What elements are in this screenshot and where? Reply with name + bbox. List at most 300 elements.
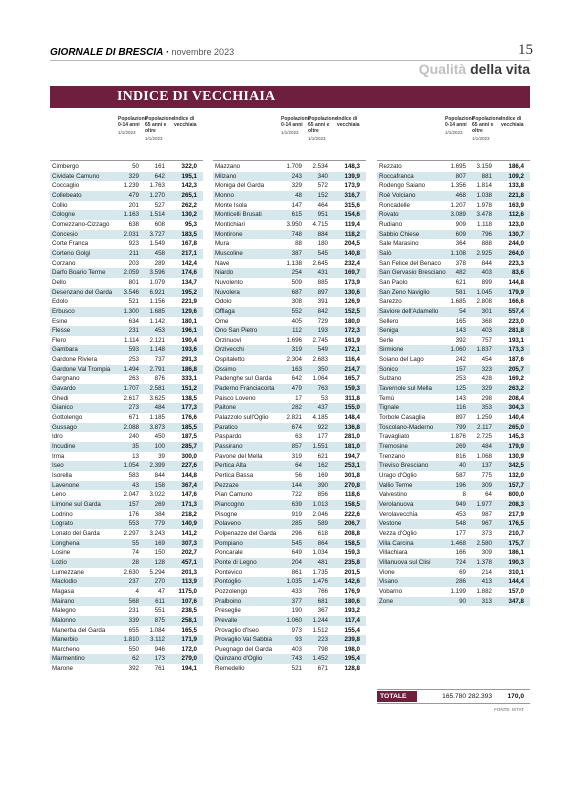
index-value: 130,6 xyxy=(344,288,360,296)
table-row xyxy=(213,162,366,172)
pop-0-14-value: 253 xyxy=(455,375,466,383)
index-value: 208,4 xyxy=(508,394,524,402)
index-value: 253,1 xyxy=(344,462,360,470)
index-value: 167,8 xyxy=(181,240,197,248)
pop-0-14-value: 285 xyxy=(291,520,302,528)
table-row xyxy=(50,394,203,404)
table-row xyxy=(213,345,366,355)
index-value: 158,5 xyxy=(344,500,360,508)
index-value: 223,3 xyxy=(508,259,524,267)
town-name: Vione xyxy=(379,568,395,576)
town-name: Soiano del Lago xyxy=(379,356,424,364)
pop-0-14-value: 13 xyxy=(132,452,139,460)
total-pop-0-14: 165.780 xyxy=(442,693,466,700)
pop-0-14-value: 2.297 xyxy=(123,529,139,537)
pop-0-14-value: 231 xyxy=(128,607,139,615)
index-value: 196,1 xyxy=(181,327,197,335)
index-value: 134,7 xyxy=(181,278,197,286)
pop-65-value: 3.478 xyxy=(476,211,492,219)
index-value: 210,7 xyxy=(508,529,524,537)
pop-0-14-value: 1.695 xyxy=(450,163,466,170)
table-row xyxy=(50,220,203,230)
pop-65-value: 2.645 xyxy=(312,259,328,267)
header-pop-0-14-label: Popolazione 0-14 anni xyxy=(445,116,475,128)
pop-0-14-value: 157 xyxy=(455,365,466,373)
index-value: 147,6 xyxy=(181,491,197,499)
pop-0-14-value: 743 xyxy=(291,655,302,663)
table-row xyxy=(213,471,366,481)
pop-65-value: 2.808 xyxy=(476,298,492,306)
town-name: Idro xyxy=(52,433,63,441)
pop-0-14-value: 1.163 xyxy=(123,211,139,219)
town-name: Tignale xyxy=(379,404,400,412)
table-row xyxy=(213,654,366,664)
pop-65-value: 289 xyxy=(154,259,165,267)
pop-0-14-value: 587 xyxy=(455,472,466,479)
table-row xyxy=(50,336,203,346)
pop-0-14-value: 63 xyxy=(295,433,302,441)
town-name: Incudine xyxy=(52,443,76,451)
town-name: Visano xyxy=(379,578,398,586)
pop-0-14-value: 909 xyxy=(455,220,466,228)
pop-65-value: 367 xyxy=(317,607,328,615)
table-row xyxy=(50,191,203,201)
index-value: 130,9 xyxy=(508,452,524,460)
table-row xyxy=(50,654,203,664)
index-value: 557,4 xyxy=(508,307,524,315)
pop-65-value: 162 xyxy=(317,462,328,470)
index-value: 1175,0 xyxy=(178,587,197,595)
index-value: 315,6 xyxy=(344,201,360,209)
pop-65-value: 384 xyxy=(154,510,165,518)
town-name: Orzivecchi xyxy=(215,346,244,354)
town-name: San Zeno Naviglio xyxy=(379,288,430,296)
pop-65-value: 1.148 xyxy=(149,346,165,354)
pop-65-value: 47 xyxy=(158,587,165,595)
table-row xyxy=(377,413,530,423)
header-pop-0-14 xyxy=(445,116,475,136)
pop-65-value: 922 xyxy=(317,423,328,431)
index-value: 218,2 xyxy=(181,510,197,518)
table-row xyxy=(50,423,203,433)
index-value: 128,8 xyxy=(344,665,360,673)
town-name: Polaveno xyxy=(215,520,241,528)
table-row xyxy=(213,297,366,307)
pop-65-value: 757 xyxy=(481,336,492,344)
table-row xyxy=(50,230,203,240)
header-index-label: Indice di vecchiaia xyxy=(337,116,360,128)
pop-65-value: 527 xyxy=(154,201,165,209)
pop-0-14-value: 1.060 xyxy=(286,616,302,624)
table-row xyxy=(377,288,530,298)
town-name: Corzano xyxy=(52,259,76,267)
pop-0-14-value: 674 xyxy=(291,423,302,431)
pop-65-value: 454 xyxy=(481,356,492,364)
pop-0-14-value: 74 xyxy=(132,549,139,557)
pop-65-value: 642 xyxy=(154,172,165,180)
pop-65-value: 864 xyxy=(317,539,328,547)
town-name: Sellero xyxy=(379,317,399,325)
index-value: 163,9 xyxy=(508,201,524,209)
index-value: 307,3 xyxy=(181,539,197,547)
pop-0-14-value: 583 xyxy=(128,472,139,479)
index-value: 208,3 xyxy=(508,500,524,508)
table-row xyxy=(213,307,366,317)
town-name: Cologne xyxy=(52,211,76,219)
index-value: 180,0 xyxy=(344,317,360,325)
table-row xyxy=(213,539,366,549)
column-header xyxy=(377,112,530,159)
pop-0-14-value: 69 xyxy=(459,568,466,576)
table-row xyxy=(213,191,366,201)
table-row xyxy=(50,374,203,384)
index-value: 118,6 xyxy=(344,491,360,499)
table-row xyxy=(213,442,366,452)
table-row xyxy=(213,239,366,249)
table-row xyxy=(50,162,203,172)
pop-0-14-value: 48 xyxy=(295,191,302,199)
pop-0-14-value: 319 xyxy=(291,346,302,354)
index-value: 165,5 xyxy=(181,626,197,634)
pop-65-value: 390 xyxy=(317,481,328,489)
pop-65-value: 53 xyxy=(321,394,328,402)
pop-0-14-value: 56 xyxy=(295,472,302,479)
pop-0-14-value: 550 xyxy=(128,645,139,653)
pop-65-value: 1.013 xyxy=(312,500,328,508)
pop-65-value: 309 xyxy=(481,481,492,489)
pop-65-value: 3.243 xyxy=(149,529,165,537)
pop-65-value: 2.121 xyxy=(149,336,165,344)
index-value: 175,7 xyxy=(508,539,524,547)
pop-65-value: 437 xyxy=(317,404,328,412)
pop-0-14-value: 2.059 xyxy=(123,269,139,277)
town-name: Pian Camuno xyxy=(215,491,253,499)
index-value: 130,7 xyxy=(508,230,524,238)
town-name: Comezzano-Cizzago xyxy=(52,220,110,228)
pop-65-value: 3.022 xyxy=(149,491,165,499)
pop-65-value: 884 xyxy=(317,230,328,238)
pop-0-14-value: 40 xyxy=(459,462,466,470)
pop-0-14-value: 143 xyxy=(455,327,466,335)
table-row xyxy=(377,597,530,607)
table-row xyxy=(377,452,530,462)
table-row xyxy=(377,345,530,355)
pop-65-value: 1.685 xyxy=(149,307,165,315)
pop-65-value: 484 xyxy=(481,443,492,451)
pop-0-14-value: 545 xyxy=(291,539,302,547)
pop-65-value: 373 xyxy=(481,529,492,537)
town-name: San Felice del Benaco xyxy=(379,259,441,267)
index-value: 112,6 xyxy=(508,211,524,219)
column-header-rule xyxy=(213,160,366,161)
pop-65-value: 161 xyxy=(154,163,165,170)
index-value: 155,0 xyxy=(344,404,360,412)
pop-0-14-value: 807 xyxy=(455,172,466,180)
pop-0-14-value: 638 xyxy=(128,220,139,228)
index-value: 186,8 xyxy=(181,365,197,373)
index-value: 190,4 xyxy=(181,336,197,344)
table-row xyxy=(377,539,530,549)
town-name: Salò xyxy=(379,249,392,257)
table-row xyxy=(377,230,530,240)
table-row xyxy=(377,384,530,394)
index-value: 142,6 xyxy=(344,578,360,586)
town-name: Padenghe sul Garda xyxy=(215,375,272,383)
pop-0-14-value: 387 xyxy=(291,249,302,257)
pop-65-value: 888 xyxy=(481,240,492,248)
pop-0-14-value: 468 xyxy=(455,191,466,199)
town-name: Rudiano xyxy=(379,220,403,228)
pop-0-14-value: 1.300 xyxy=(123,307,139,315)
town-name: Seniga xyxy=(379,327,399,335)
pop-65-value: 1.549 xyxy=(149,240,165,248)
table-row xyxy=(50,664,203,674)
pop-0-14-value: 329 xyxy=(291,182,302,190)
pop-0-14-value: 64 xyxy=(295,462,302,470)
pop-65-value: 323 xyxy=(481,365,492,373)
town-name: Gavardo xyxy=(52,385,76,393)
town-name: Vezza d'Oglio xyxy=(379,529,417,537)
table-row xyxy=(377,394,530,404)
town-name: Sonico xyxy=(379,365,398,373)
pop-65-value: 180 xyxy=(317,240,328,248)
pop-0-14-value: 125 xyxy=(455,385,466,393)
town-name: Provaglio d'Iseo xyxy=(215,626,259,634)
index-value: 300,0 xyxy=(181,452,197,460)
pop-0-14-value: 1.709 xyxy=(286,163,302,170)
column-header xyxy=(50,112,203,159)
table-row xyxy=(213,587,366,597)
pop-0-14-value: 1.707 xyxy=(123,385,139,393)
town-name: Isorella xyxy=(52,472,72,479)
town-name: Corteno Golgi xyxy=(52,249,91,257)
town-name: Collebeato xyxy=(52,191,82,199)
town-name: Ossimo xyxy=(215,365,236,373)
pop-65-value: 403 xyxy=(481,269,492,277)
pop-0-14-value: 28 xyxy=(132,558,139,566)
index-value: 173,9 xyxy=(344,182,360,190)
pop-0-14-value: 2.031 xyxy=(123,230,139,238)
pop-0-14-value: 548 xyxy=(455,520,466,528)
header-pop-0-14-label: Popolazione 0-14 anni xyxy=(118,116,148,128)
table-row xyxy=(377,210,530,220)
table-row xyxy=(50,510,203,520)
index-value: 322,0 xyxy=(181,163,197,170)
table-rows xyxy=(50,162,203,674)
table-row xyxy=(50,278,203,288)
pop-0-14-value: 147 xyxy=(291,201,302,209)
town-name: Treviso Bresciano xyxy=(379,462,429,470)
table-row xyxy=(213,403,366,413)
town-name: Saviore dell'Adamello xyxy=(379,307,439,315)
index-value: 193,1 xyxy=(508,336,524,344)
pop-0-14-value: 799 xyxy=(455,423,466,431)
table-row xyxy=(213,423,366,433)
table-row xyxy=(213,606,366,616)
index-value: 185,5 xyxy=(181,423,197,431)
table-row xyxy=(213,510,366,520)
pop-65-value: 152 xyxy=(317,191,328,199)
index-value: 140,9 xyxy=(181,520,197,528)
pop-65-value: 1.977 xyxy=(476,500,492,508)
pop-0-14-value: 593 xyxy=(128,346,139,354)
town-name: Serle xyxy=(379,336,394,344)
pop-0-14-value: 1.356 xyxy=(450,182,466,190)
town-name: Gardone Riviera xyxy=(52,356,98,364)
pop-65-value: 987 xyxy=(481,510,492,518)
pop-65-value: 450 xyxy=(154,433,165,441)
town-name: Pertica Alta xyxy=(215,462,247,470)
header-index xyxy=(501,116,531,128)
pop-65-value: 766 xyxy=(317,587,328,595)
table-row xyxy=(377,239,530,249)
pop-65-value: 2.725 xyxy=(476,433,492,441)
table-row xyxy=(377,220,530,230)
pop-0-14-value: 378 xyxy=(455,259,466,267)
pop-65-value: 1.038 xyxy=(476,191,492,199)
table-row xyxy=(213,645,366,655)
town-name: Tremosine xyxy=(379,443,408,451)
pop-0-14-value: 165 xyxy=(455,317,466,325)
table-row xyxy=(50,413,203,423)
town-name: Pertica Bassa xyxy=(215,472,254,479)
table-row xyxy=(213,326,366,336)
table-row xyxy=(50,529,203,539)
pop-65-value: 2.580 xyxy=(476,539,492,547)
table-row xyxy=(213,548,366,558)
header-index xyxy=(337,116,367,128)
pop-65-value: 298 xyxy=(481,394,492,402)
index-value: 221,8 xyxy=(508,191,524,199)
table-row xyxy=(50,249,203,259)
header-separator: · xyxy=(165,47,169,57)
town-name: Passirano xyxy=(215,443,243,451)
pop-0-14-value: 35 xyxy=(132,443,139,451)
pop-65-value: 875 xyxy=(154,616,165,624)
table-row xyxy=(213,317,366,327)
total-row xyxy=(377,689,530,704)
table-row xyxy=(213,288,366,298)
pop-0-14-value: 177 xyxy=(455,529,466,537)
index-value: 265,1 xyxy=(181,191,197,199)
town-name: Villachiara xyxy=(379,549,408,557)
header-pop-65 xyxy=(308,116,338,142)
pop-65-value: 1.514 xyxy=(149,211,165,219)
table-row xyxy=(50,587,203,597)
column-header-rule xyxy=(50,160,203,161)
table-row xyxy=(377,461,530,471)
index-value: 83,6 xyxy=(511,269,524,277)
index-value: 265,0 xyxy=(508,423,524,431)
pop-0-14-value: 801 xyxy=(128,278,139,286)
pop-0-14-value: 144 xyxy=(291,481,302,489)
table-row xyxy=(213,635,366,645)
pop-65-value: 1.512 xyxy=(312,626,328,634)
table-row xyxy=(213,394,366,404)
index-value: 142,4 xyxy=(181,259,197,267)
town-name: Concesio xyxy=(52,230,78,238)
index-value: 262,2 xyxy=(181,201,197,209)
pop-0-14-value: 54 xyxy=(459,307,466,315)
index-value: 118,2 xyxy=(344,230,360,238)
index-value: 130,2 xyxy=(181,211,197,219)
table-row xyxy=(213,664,366,674)
table-row xyxy=(50,172,203,182)
pop-0-14-value: 1.468 xyxy=(450,539,466,547)
town-name: Poncarale xyxy=(215,549,243,557)
pop-65-value: 1.378 xyxy=(476,558,492,566)
pop-0-14-value: 339 xyxy=(128,616,139,624)
town-name: Edolo xyxy=(52,298,68,306)
index-value: 279,0 xyxy=(181,655,197,663)
pop-65-value: 572 xyxy=(317,182,328,190)
town-name: Mairano xyxy=(52,597,75,605)
pop-0-14-value: 671 xyxy=(128,414,139,422)
pop-65-value: 856 xyxy=(317,491,328,499)
table-row xyxy=(377,365,530,375)
pop-65-value: 2.046 xyxy=(312,510,328,518)
index-value: 136,8 xyxy=(344,423,360,431)
table-row xyxy=(50,519,203,529)
index-value: 198,0 xyxy=(344,645,360,653)
table-row xyxy=(50,626,203,636)
index-value: 195,4 xyxy=(344,655,360,663)
index-value: 281,0 xyxy=(344,433,360,441)
town-name: Sale Marasino xyxy=(379,240,419,248)
index-value: 202,7 xyxy=(181,549,197,557)
town-name: Desenzano del Garda xyxy=(52,288,113,296)
pop-65-value: 1.185 xyxy=(149,414,165,422)
table-row xyxy=(50,452,203,462)
index-value: 169,2 xyxy=(508,375,524,383)
index-value: 800,0 xyxy=(508,491,524,499)
pop-65-value: 368 xyxy=(481,317,492,325)
town-name: Magasa xyxy=(52,587,75,595)
pop-0-14-value: 1.494 xyxy=(123,365,139,373)
pop-65-value: 844 xyxy=(481,259,492,267)
table-row xyxy=(377,181,530,191)
index-value: 176,9 xyxy=(344,587,360,595)
pop-65-value: 775 xyxy=(481,472,492,479)
header-pop-65 xyxy=(472,116,502,142)
town-name: Tavernole sul Mella xyxy=(379,385,432,393)
pop-0-14-value: 55 xyxy=(132,539,139,547)
pop-0-14-value: 1.876 xyxy=(450,433,466,441)
pop-65-value: 1.814 xyxy=(476,182,492,190)
pop-0-14-value: 405 xyxy=(291,317,302,325)
pop-65-value: 39 xyxy=(158,452,165,460)
index-value: 109,2 xyxy=(508,172,524,180)
pop-0-14-value: 50 xyxy=(132,163,139,170)
pop-0-14-value: 392 xyxy=(455,336,466,344)
pop-65-value: 428 xyxy=(481,375,492,383)
town-name: Lozio xyxy=(52,558,67,566)
pop-0-14-value: 243 xyxy=(291,172,302,180)
table-row xyxy=(50,645,203,655)
index-value: 205,7 xyxy=(508,365,524,373)
town-name: Paitone xyxy=(215,404,236,412)
table-row xyxy=(377,558,530,568)
pop-0-14-value: 861 xyxy=(291,568,302,576)
pop-65-value: 885 xyxy=(317,278,328,286)
index-value: 144,4 xyxy=(508,578,524,586)
column-header xyxy=(213,112,366,159)
table-row xyxy=(377,500,530,510)
town-name: Coccaglio xyxy=(52,182,80,190)
table-column-3 xyxy=(377,112,530,788)
pop-0-14-value: 253 xyxy=(128,356,139,364)
pop-0-14-value: 1.199 xyxy=(450,587,466,595)
